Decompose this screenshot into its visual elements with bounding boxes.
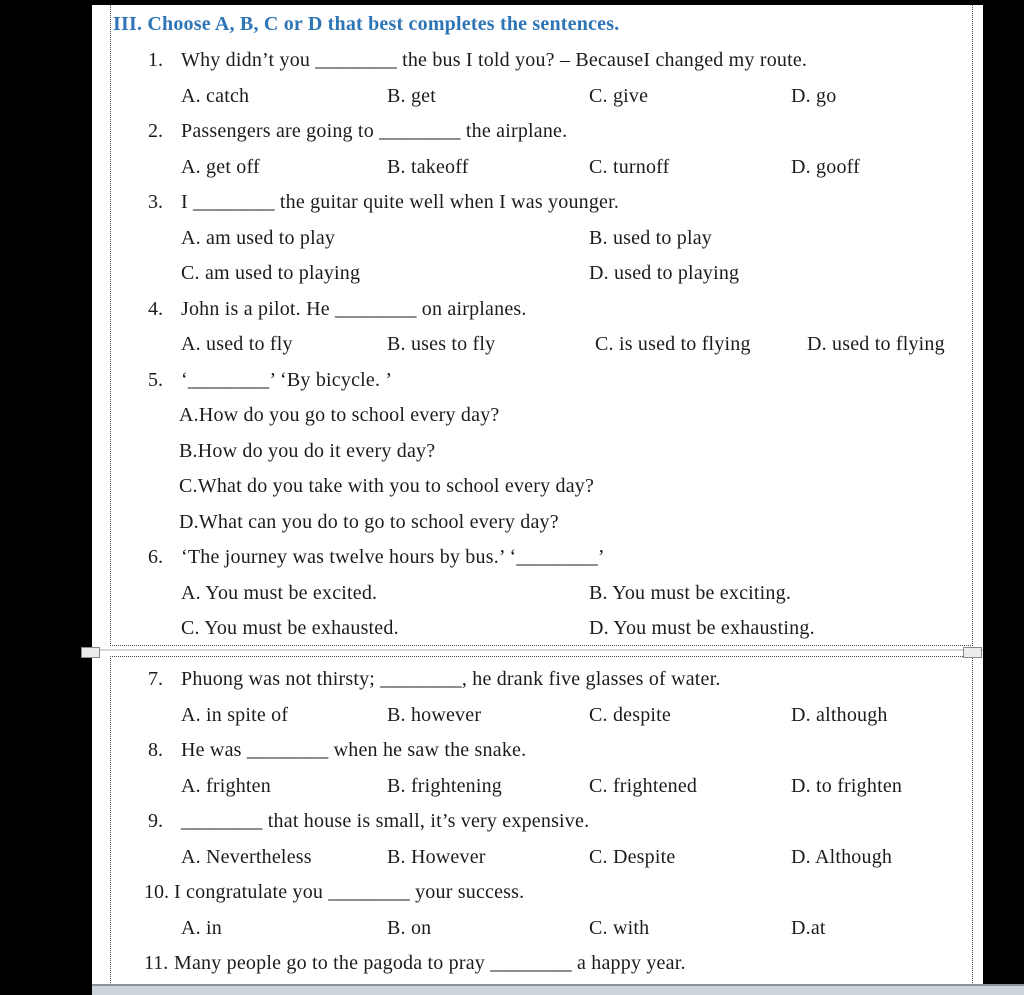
question-line [111,804,972,840]
question-text: Phuong was not thirsty; ________, he drank five glasses of water. [181,668,721,690]
option: B. however [387,703,482,726]
option: D. used to playing [589,262,740,284]
option: A. in [181,916,222,939]
page-section-2 [110,656,973,985]
option: D. go [791,84,837,107]
question-line [111,662,972,698]
question-number: 3. [148,191,163,213]
question-number: 6. [148,546,163,568]
option: C.What do you take with you to school every day? [179,475,595,497]
option: C. turnoff [589,155,670,178]
question-line [111,363,972,399]
option: A. frighten [181,774,271,797]
question-line [111,185,972,221]
option: A. You must be excited. [181,581,378,604]
option: B. takeoff [387,155,469,178]
question-text: Many people go to the pagoda to pray ________ a happy year. [174,952,686,974]
options-line [111,505,972,541]
option: A. catch [181,84,250,107]
option: A. get off [181,155,260,178]
options-line [111,221,972,257]
question-line [111,733,972,769]
option: B. You must be exciting. [589,581,792,604]
questions-section-2 [111,662,972,982]
options-line [111,79,972,115]
options-line [111,611,972,647]
question-number: 1. [148,49,163,71]
question-line [111,540,972,576]
options-line [111,911,972,947]
document-page [92,5,983,985]
options-line [111,698,972,734]
option: B.How do you do it every day? [179,439,436,462]
question-number: 4. [148,297,163,320]
option: B. uses to fly [387,333,496,355]
option: D. You must be exhausting. [589,617,815,639]
option: B. frightening [387,774,503,797]
option: C. Despite [589,845,676,868]
option: D.at [791,916,826,939]
question-line [111,875,972,911]
options-line [111,840,972,876]
option: A. am used to play [181,226,336,249]
option: C. frightened [589,774,698,797]
option: C. with [589,916,650,939]
top-strip [0,0,1024,5]
question-number: 9. [148,810,163,832]
option: D. Although [791,845,893,868]
question-text: Why didn’t you ________ the bus I told you? – BecauseI changed my route. [181,49,808,71]
table-handle-right [963,647,982,658]
option: A. in spite of [181,703,289,726]
option: D.What can you do to go to school every day? [179,510,559,533]
question-text: ‘________’ ‘By bicycle. ’ [181,368,393,391]
question-text: He was ________ when he saw the snake. [181,739,527,761]
options-line [111,150,972,186]
options-line [111,469,972,505]
option: C. despite [589,703,671,726]
question-number: 8. [148,739,163,761]
option: A.How do you go to school every day? [179,404,500,426]
option: D. used to flying [807,333,945,355]
question-text: John is a pilot. He ________ on airplanes. [181,297,527,320]
question-text: Passengers are going to ________ the airplane. [181,120,568,142]
option: D. to frighten [791,774,903,797]
options-line [111,434,972,470]
bottom-bar [92,984,1024,995]
question-number: 7. [148,668,163,690]
question-line [111,43,972,79]
question-number: 10. [144,881,169,903]
question-text: ‘The journey was twelve hours by bus.’ ‘________’ [181,546,605,568]
option: B. However [387,845,486,868]
options-line [111,398,972,434]
exercise-title: III. Choose A, B, C or D that best completes the sentences. [113,13,620,35]
option: B. get [387,84,436,107]
page-section-1 [110,5,973,646]
options-line [111,327,972,363]
question-number: 11. [144,952,169,974]
option: C. You must be exhausted. [181,617,399,639]
option: C. am used to playing [181,262,361,284]
question-text: I congratulate you ________ your success. [174,881,525,903]
question-text: ________ that house is small, it’s very expensive. [181,810,590,832]
question-line [111,114,972,150]
questions-section-1 [111,43,972,647]
options-line [111,769,972,805]
option: C. is used to flying [595,333,751,355]
option: A. Nevertheless [181,845,312,868]
options-line [111,256,972,292]
option: D. although [791,703,888,726]
option: D. gooff [791,155,861,178]
question-number: 5. [148,368,163,391]
question-line [111,292,972,328]
question-line [111,946,972,982]
options-line [111,576,972,612]
option: A. used to fly [181,333,293,355]
option: B. on [387,916,432,939]
option: B. used to play [589,226,712,249]
option: C. give [589,84,649,107]
table-handle-left [81,647,100,658]
question-text: I ________ the guitar quite well when I was younger. [181,191,620,213]
question-number: 2. [148,120,163,142]
page-break-divider [92,649,983,651]
